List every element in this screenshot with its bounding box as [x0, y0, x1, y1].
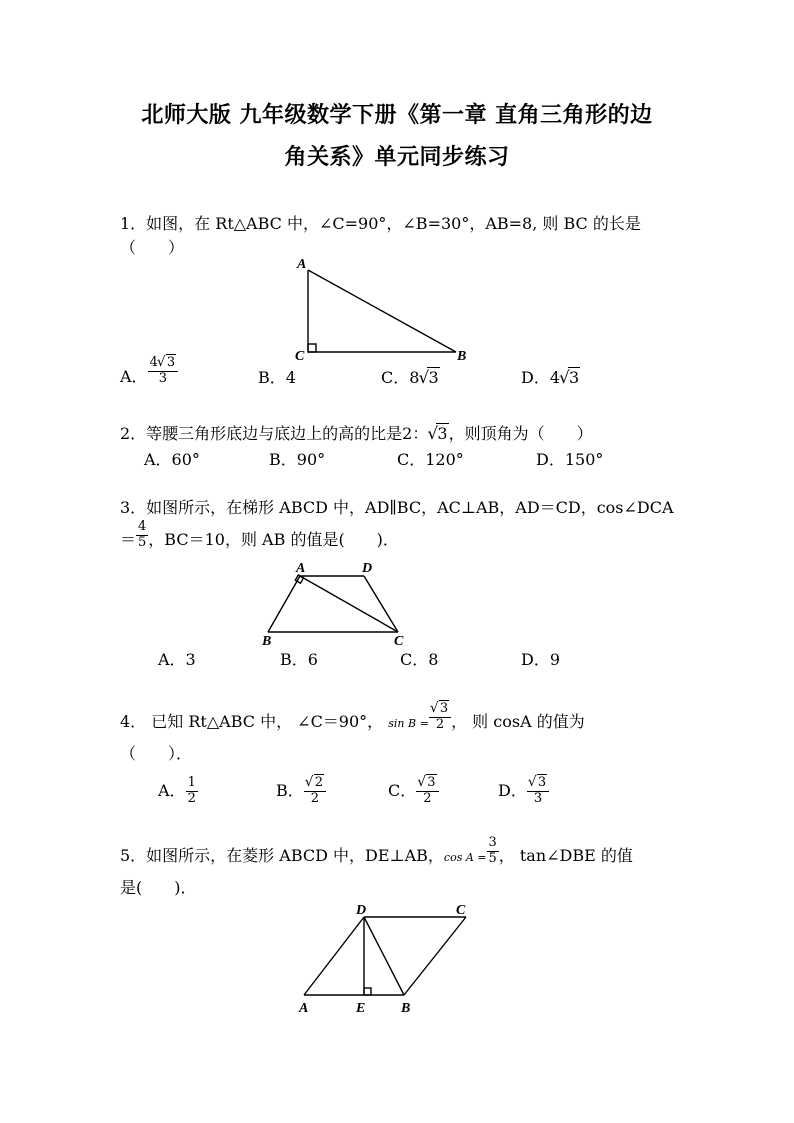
- q2-stem: 2．等腰三角形底边与底边上的高的比是2：√ 3，则顶角为（ ）: [120, 426, 593, 442]
- q3-label-c: C: [394, 634, 404, 649]
- q4-option-b[interactable]: B． √ $\frac{2}{2}$: [276, 776, 326, 807]
- q1-label-a: A: [297, 257, 307, 272]
- q1-option-d[interactable]: D．4√ 3: [521, 370, 580, 386]
- q2-option-d[interactable]: D．150°: [536, 450, 604, 469]
- q3-option-b[interactable]: B．6: [280, 650, 318, 669]
- q3-option-d[interactable]: D．9: [521, 650, 561, 669]
- q3-stem-line2: ＝ $\frac{4}{5}$ ，BC＝10，则 AB 的值是( )．: [120, 519, 399, 550]
- q1-stem: 1．如图，在 Rt△ABC 中，∠C=90°，∠B=30°，AB=8, 则 BC 的长是: [120, 214, 641, 233]
- page-title-line2: 角关系》单元同步练习: [284, 145, 510, 170]
- q3-option-a[interactable]: A．3: [158, 650, 196, 669]
- q5-label-b: B: [401, 1001, 411, 1016]
- q5-stem: 5．如图所示，在菱形 ABCD 中，DE⊥AB，cos A = $\frac{3}{5}$ ， tan∠DBE 的值: [120, 835, 633, 866]
- q5-label-c: C: [456, 903, 466, 918]
- q3-label-d: D: [362, 561, 373, 576]
- q5-label-d: D: [356, 903, 367, 918]
- q1-paren: （ ）: [120, 238, 185, 257]
- page-title-line1: 北师大版 九年级数学下册《第一章 直角三角形的边: [141, 103, 653, 128]
- q4-paren: （ ）．: [120, 744, 193, 763]
- q1-option-b[interactable]: B．4: [258, 368, 296, 387]
- q2-option-b[interactable]: B．90°: [269, 450, 326, 469]
- q1-option-c[interactable]: C．8√ 3: [381, 370, 440, 386]
- q1-option-a[interactable]: A． $\frac{4√ 3}{3}$: [120, 368, 178, 387]
- q5-stem-line2: 是( )．: [120, 878, 197, 897]
- q2-option-a[interactable]: A．60°: [144, 450, 200, 469]
- q3-stem: 3．如图所示，在梯形 ABCD 中，AD∥BC，AC⊥AB，AD＝CD，cos∠DCA: [120, 498, 674, 517]
- q3-label-a: A: [296, 561, 306, 576]
- q3-label-b: B: [262, 634, 272, 649]
- q5-label-a: A: [299, 1001, 309, 1016]
- q4-option-d[interactable]: D． √ $\frac{3}{3}$: [498, 776, 549, 807]
- q4-option-c[interactable]: C． √ $\frac{3}{2}$: [388, 776, 439, 807]
- q2-option-c[interactable]: C．120°: [397, 450, 464, 469]
- q3-option-c[interactable]: C．8: [400, 650, 439, 669]
- q1-label-c: C: [295, 349, 305, 364]
- q1-label-b: B: [457, 349, 467, 364]
- q4-option-a[interactable]: A． $\frac{1}{2}$: [158, 775, 196, 806]
- q5-label-e: E: [356, 1001, 366, 1016]
- q4-stem: 4． 已知 Rt△ABC 中， ∠C＝90°， sin B = √ $\frac{3}{2}$ ， 则 cosA 的值为: [120, 712, 585, 733]
